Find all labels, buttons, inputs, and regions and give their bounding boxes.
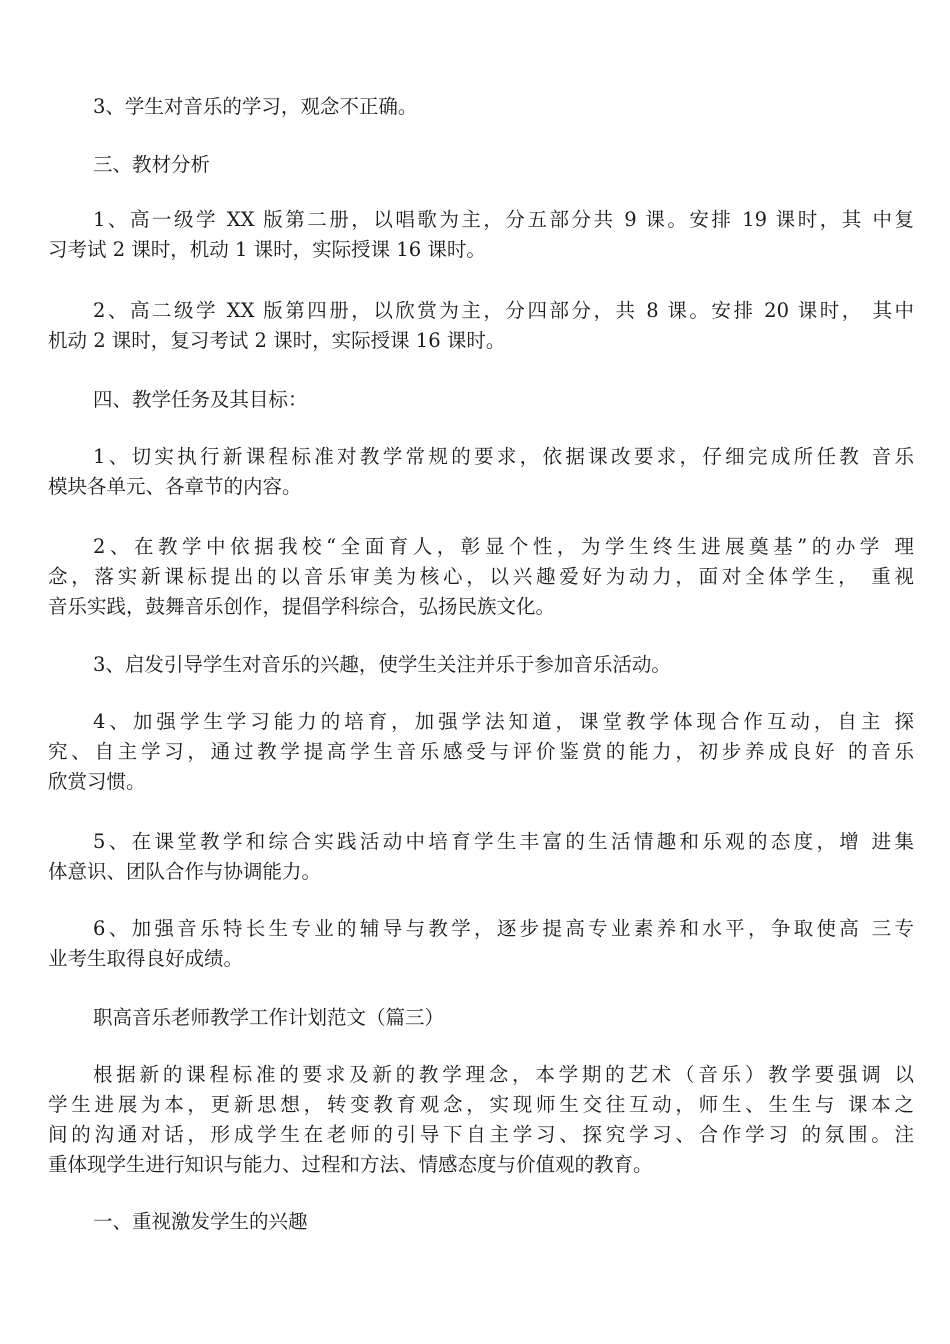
- paragraph-line: 体意识、团队合作与协调能力。: [48, 860, 322, 883]
- paragraph-p1: [48, 92, 914, 122]
- paragraph-line: 重体现学生进行知识与能力、过程和方法、情感态度与价值观的教育。: [48, 1153, 653, 1176]
- paragraph-p12: [48, 1003, 914, 1033]
- paragraph-line: 2、在教学中依据我校“全面育人，彰显个性，为学生终生进展奠基”的办学 理: [93, 535, 914, 558]
- paragraph-p13: [48, 1060, 914, 1180]
- paragraph-p9: [48, 707, 914, 797]
- paragraph-p11: [48, 914, 914, 974]
- paragraph-p3: [48, 205, 914, 265]
- paragraph-line: 根据新的课程标准的要求及新的教学理念，本学期的艺术（音乐）教学要强调 以: [93, 1063, 914, 1086]
- paragraph-line: 5、在课堂教学和综合实践活动中培育学生丰富的生活情趣和乐观的态度，增 进集: [93, 830, 914, 853]
- paragraph-line: 间的沟通对话，形成学生在老师的引导下自主学习、探究学习、合作学习 的氛围。注: [48, 1123, 914, 1146]
- paragraph-line: 念，落实新课标提出的以音乐审美为核心，以兴趣爱好为动力，面对全体学生， 重视: [48, 565, 914, 588]
- paragraph-p5: [48, 385, 914, 415]
- paragraph-line: 3、启发引导学生对音乐的兴趣，使学生关注并乐于参加音乐活动。: [93, 653, 671, 676]
- paragraph-line: 欣赏习惯。: [48, 770, 146, 793]
- paragraph-p10: [48, 827, 914, 887]
- paragraph-line: 4、加强学生学习能力的培育，加强学法知道，课堂教学体现合作互动，自主 探: [93, 710, 914, 733]
- paragraph-line: 6、加强音乐特长生专业的辅导与教学，逐步提高专业素养和水平，争取使高 三专: [93, 917, 914, 940]
- paragraph-line: 2、高二级学 XX 版第四册，以欣赏为主，分四部分，共 8 课。安排 20 课时， 其中: [93, 299, 914, 322]
- paragraph-line: 机动 2 课时，复习考试 2 课时，实际授课 16 课时。: [48, 329, 506, 352]
- paragraph-p8: [48, 650, 914, 680]
- paragraph-p4: [48, 296, 914, 356]
- paragraph-p14: [48, 1207, 914, 1237]
- paragraph-line: 究、自主学习，通过教学提高学生音乐感受与评价鉴赏的能力，初步养成良好 的音乐: [48, 740, 914, 763]
- paragraph-line: 1、高一级学 XX 版第二册，以唱歌为主，分五部分共 9 课。安排 19 课时，其 中复: [93, 208, 914, 231]
- paragraph-line: 业考生取得良好成绩。: [48, 947, 244, 970]
- paragraph-line: 学生进展为本，更新思想，转变教育观念，实现师生交往互动，师生、生生与 课本之: [48, 1093, 914, 1116]
- paragraph-p6: [48, 442, 914, 502]
- paragraph-line: 1、切实执行新课程标准对教学常规的要求，依据课改要求，仔细完成所任教 音乐: [93, 445, 914, 468]
- paragraph-line: 音乐实践，鼓舞音乐创作，提倡学科综合，弘扬民族文化。: [48, 595, 556, 618]
- paragraph-line: 模块各单元、各章节的内容。: [48, 475, 302, 498]
- paragraph-line: 一、重视激发学生的兴趣: [93, 1210, 308, 1233]
- paragraph-line: 三、教材分析: [93, 153, 211, 176]
- paragraph-line: 3、学生对音乐的学习，观念不正确。: [93, 95, 418, 118]
- paragraph-line: 职高音乐老师教学工作计划范文（篇三）: [93, 1006, 445, 1029]
- paragraph-p7: [48, 532, 914, 622]
- paragraph-line: 四、教学任务及其目标：: [93, 388, 308, 411]
- paragraph-p2: [48, 150, 914, 180]
- paragraph-line: 习考试 2 课时，机动 1 课时，实际授课 16 课时。: [48, 238, 486, 261]
